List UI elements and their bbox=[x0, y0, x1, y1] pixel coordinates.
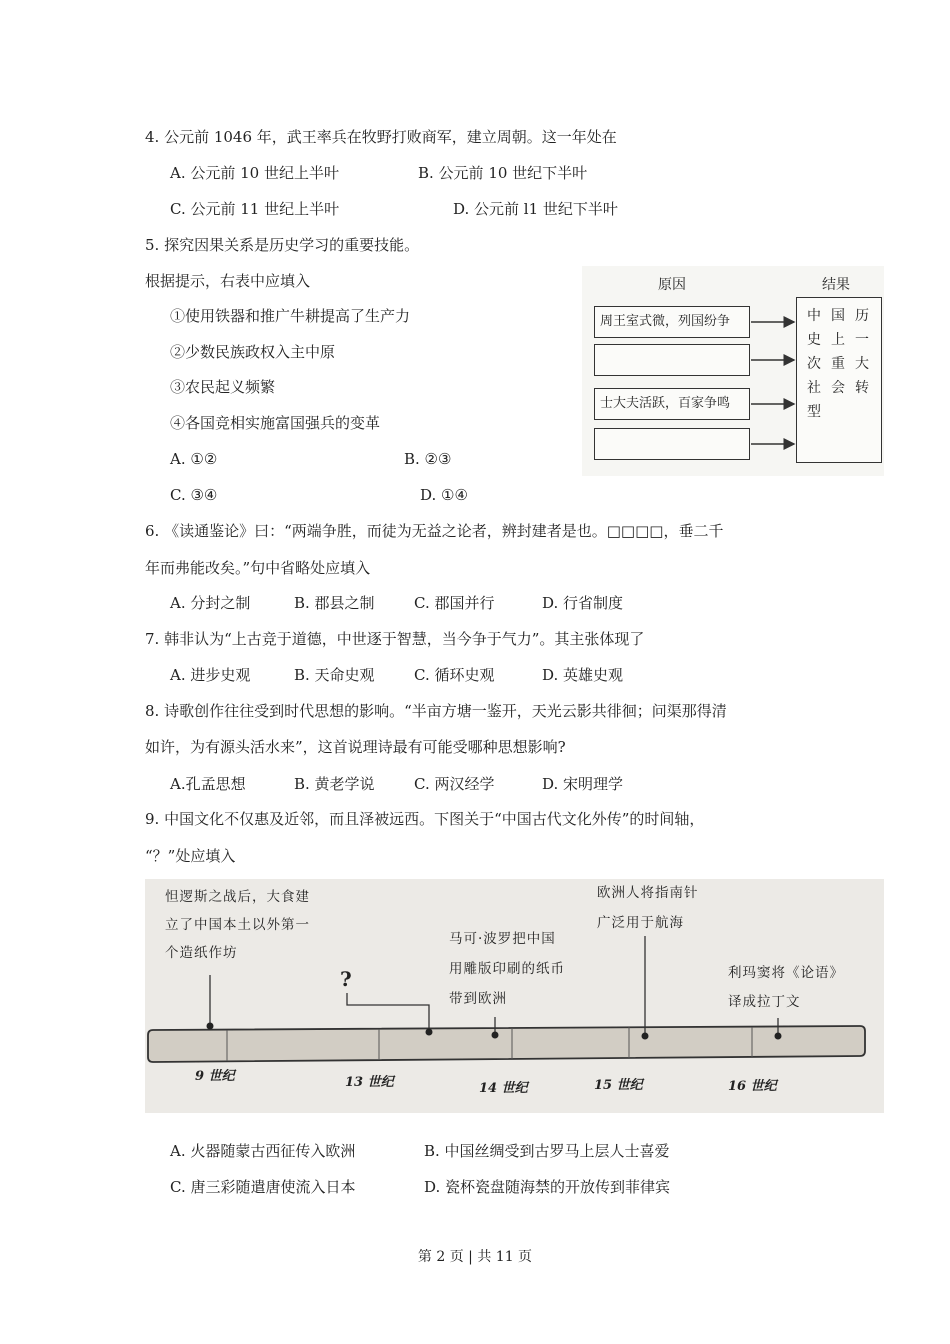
tick-14th-century: 14 世纪 bbox=[479, 1081, 528, 1096]
cause-box-1: 周王室式微，列国纷争 bbox=[594, 306, 750, 338]
q9-option-d[interactable]: D. 瓷杯瓷盘随海禁的开放传到菲律宾 bbox=[424, 1178, 671, 1196]
q4-option-b[interactable]: B. 公元前 10 世纪下半叶 bbox=[418, 164, 588, 182]
q9-stem-2: “？”处应填入 bbox=[145, 847, 236, 865]
timeline-event-3-line-2: 用雕版印刷的纸币 bbox=[449, 961, 565, 977]
timeline-event-3-line-3: 带到欧洲 bbox=[449, 991, 507, 1007]
q6-option-b[interactable]: B. 郡县之制 bbox=[294, 594, 375, 612]
q5-item-3: ③农民起义频繁 bbox=[170, 378, 276, 396]
q4-option-a[interactable]: A. 公元前 10 世纪上半叶 bbox=[170, 164, 339, 182]
q5-item-2: ②少数民族政权入主中原 bbox=[170, 343, 336, 361]
q9-option-a[interactable]: A. 火器随蒙古西征传入欧洲 bbox=[170, 1142, 356, 1160]
q5-item-4: ④各国竞相实施富国强兵的变革 bbox=[170, 414, 381, 432]
cause-box-2 bbox=[594, 344, 750, 376]
result-box: 中国历史上一次重大社会转型 bbox=[796, 297, 882, 463]
q9-option-c[interactable]: C. 唐三彩随遣唐使流入日本 bbox=[170, 1178, 356, 1196]
q7-option-c[interactable]: C. 循环史观 bbox=[414, 666, 495, 684]
q5-option-d[interactable]: D. ①④ bbox=[420, 486, 468, 504]
timeline-event-4-line-2: 广泛用于航海 bbox=[597, 915, 684, 931]
q8-stem-2: 如许，为有源头活水来”，这首说理诗最有可能受哪种思想影响? bbox=[145, 738, 566, 756]
q8-option-a[interactable]: A.孔孟思想 bbox=[170, 775, 246, 793]
q7-stem: 7. 韩非认为“上古竞于道德，中世逐于智慧，当今争于气力”。其主张体现了 bbox=[145, 630, 645, 648]
q9-option-b[interactable]: B. 中国丝绸受到古罗马上层人士喜爱 bbox=[424, 1142, 670, 1160]
cause-effect-diagram bbox=[582, 266, 884, 476]
page-footer: 第 2 页 | 共 11 页 bbox=[417, 1249, 533, 1265]
q5-option-b[interactable]: B. ②③ bbox=[404, 450, 452, 468]
q6-stem-2: 年而弗能改矣。”句中省略处应填入 bbox=[145, 559, 371, 577]
q4-option-c[interactable]: C. 公元前 11 世纪上半叶 bbox=[170, 200, 340, 218]
cause-box-4 bbox=[594, 428, 750, 460]
q6-option-a[interactable]: A. 分封之制 bbox=[170, 594, 251, 612]
timeline-event-1-line-1: 怛逻斯之战后，大食建 bbox=[165, 889, 310, 905]
q5-stem: 5. 探究因果关系是历史学习的重要技能。 bbox=[145, 236, 420, 254]
q8-stem: 8. 诗歌创作往往受到时代思想的影响。“半亩方塘一鉴开，天光云影共徘徊；问渠那得清 bbox=[145, 702, 727, 720]
tick-13th-century: 13 世纪 bbox=[345, 1075, 394, 1090]
timeline-question-mark: ? bbox=[340, 967, 353, 991]
q6-option-c[interactable]: C. 郡国并行 bbox=[414, 594, 495, 612]
q5-stem-2: 根据提示，右表中应填入 bbox=[145, 272, 311, 290]
timeline-event-1-line-2: 立了中国本土以外第一 bbox=[165, 917, 310, 933]
q7-option-d[interactable]: D. 英雄史观 bbox=[542, 666, 624, 684]
culture-timeline bbox=[145, 879, 884, 1113]
tick-16th-century: 16 世纪 bbox=[728, 1079, 777, 1094]
result-header: 结果 bbox=[822, 277, 850, 293]
q9-stem: 9. 中国文化不仅惠及近邻，而且泽被远西。下图关于“中国古代文化外传”的时间轴， bbox=[145, 810, 705, 828]
q5-option-c[interactable]: C. ③④ bbox=[170, 486, 218, 504]
tick-9th-century: 9 世纪 bbox=[195, 1069, 235, 1084]
q4-stem: 4. 公元前 1046 年，武王率兵在牧野打败商军，建立周朝。这一年处在 bbox=[145, 128, 617, 146]
q8-option-b[interactable]: B. 黄老学说 bbox=[294, 775, 375, 793]
q7-option-b[interactable]: B. 天命史观 bbox=[294, 666, 375, 684]
timeline-event-4-line-1: 欧洲人将指南针 bbox=[597, 885, 699, 901]
q7-option-a[interactable]: A. 进步史观 bbox=[170, 666, 251, 684]
timeline-event-5-line-1: 利玛窦将《论语》 bbox=[728, 965, 844, 981]
cause-box-3: 士大夫活跃，百家争鸣 bbox=[594, 388, 750, 420]
q5-option-a[interactable]: A. ①② bbox=[170, 450, 218, 468]
q5-item-1: ①使用铁器和推广牛耕提高了生产力 bbox=[170, 307, 411, 325]
q6-option-d[interactable]: D. 行省制度 bbox=[542, 594, 624, 612]
q6-stem: 6. 《读通鉴论》曰：“两端争胜，而徒为无益之论者，辨封建者是也。□□□□，垂二千 bbox=[145, 522, 724, 540]
tick-15th-century: 15 世纪 bbox=[594, 1078, 643, 1093]
q4-option-d[interactable]: D. 公元前 l1 世纪下半叶 bbox=[453, 200, 618, 218]
timeline-event-1-line-3: 个造纸作坊 bbox=[165, 945, 238, 961]
timeline-event-5-line-2: 译成拉丁文 bbox=[728, 994, 801, 1010]
q8-option-c[interactable]: C. 两汉经学 bbox=[414, 775, 495, 793]
q8-option-d[interactable]: D. 宋明理学 bbox=[542, 775, 624, 793]
timeline-event-3-line-1: 马可·波罗把中国 bbox=[449, 931, 556, 947]
cause-header: 原因 bbox=[658, 277, 686, 293]
